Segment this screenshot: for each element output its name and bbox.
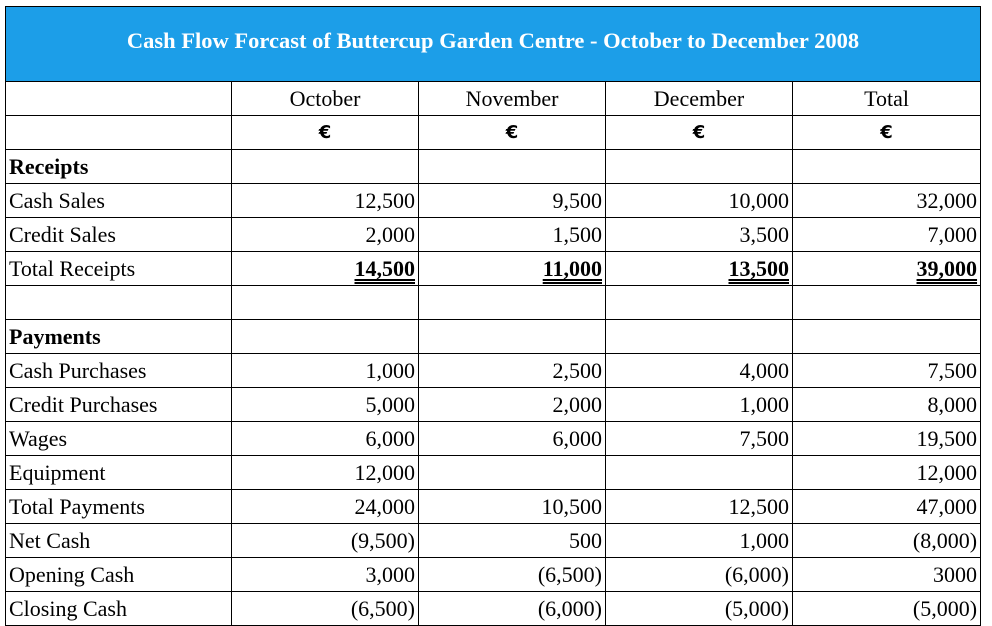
empty-cell — [606, 320, 793, 354]
row-label: Credit Purchases — [6, 388, 232, 422]
value-cell: 9,500 — [419, 184, 606, 218]
value-cell: 500 — [419, 524, 606, 558]
spacer-row — [6, 286, 981, 320]
empty-cell — [6, 286, 232, 320]
currency-symbol: € — [606, 116, 793, 150]
empty-cell — [793, 286, 981, 320]
value-cell: 7,500 — [793, 354, 981, 388]
currency-symbol: € — [419, 116, 606, 150]
value-cell: (6,500) — [419, 558, 606, 592]
value-cell: 19,500 — [793, 422, 981, 456]
table-row — [6, 592, 981, 626]
value-cell: (6,000) — [419, 592, 606, 626]
value-cell: 12,000 — [232, 456, 419, 490]
table-row — [6, 184, 981, 218]
row-label: Total Receipts — [6, 252, 232, 286]
value-cell: 12,000 — [793, 456, 981, 490]
empty-cell — [6, 82, 232, 116]
row-label: Opening Cash — [6, 558, 232, 592]
title-row — [6, 7, 981, 82]
empty-cell — [232, 320, 419, 354]
table-row — [6, 354, 981, 388]
value-cell: 10,500 — [419, 490, 606, 524]
row-label: Net Cash — [6, 524, 232, 558]
row-label: Wages — [6, 422, 232, 456]
total-value: 11,000 — [542, 256, 602, 281]
column-header-november: November — [419, 82, 606, 116]
row-label: Total Payments — [6, 490, 232, 524]
section-header-payments: Payments — [6, 320, 232, 354]
table-row — [6, 388, 981, 422]
value-cell: 32,000 — [793, 184, 981, 218]
value-cell: (6,000) — [606, 558, 793, 592]
cash-flow-table — [5, 6, 981, 626]
empty-cell — [6, 116, 232, 150]
section-row-receipts — [6, 150, 981, 184]
total-value-cell — [232, 252, 419, 286]
value-cell: 1,000 — [606, 388, 793, 422]
table-row — [6, 524, 981, 558]
total-value: 14,500 — [354, 256, 415, 281]
value-cell: 7,000 — [793, 218, 981, 252]
value-cell: 6,000 — [232, 422, 419, 456]
value-cell: 3000 — [793, 558, 981, 592]
spreadsheet — [5, 6, 980, 626]
column-header-october: October — [232, 82, 419, 116]
total-value: 13,500 — [728, 256, 789, 281]
value-cell: 5,000 — [232, 388, 419, 422]
total-value-cell — [793, 252, 981, 286]
value-cell: (8,000) — [793, 524, 981, 558]
total-receipts-row — [6, 252, 981, 286]
row-label: Equipment — [6, 456, 232, 490]
value-cell: 1,000 — [606, 524, 793, 558]
empty-cell — [419, 150, 606, 184]
total-value: 39,000 — [916, 256, 978, 281]
value-cell — [606, 456, 793, 490]
empty-cell — [606, 150, 793, 184]
currency-row — [6, 116, 981, 150]
value-cell: 10,000 — [606, 184, 793, 218]
value-cell — [419, 456, 606, 490]
empty-cell — [606, 286, 793, 320]
table-title: Cash Flow Forcast of Buttercup Garden Centre - October to December 2008 — [6, 7, 981, 82]
value-cell: 3,500 — [606, 218, 793, 252]
value-cell: 24,000 — [232, 490, 419, 524]
currency-symbol: € — [232, 116, 419, 150]
row-label: Credit Sales — [6, 218, 232, 252]
value-cell: 6,000 — [419, 422, 606, 456]
table-row — [6, 490, 981, 524]
value-cell: 12,500 — [232, 184, 419, 218]
value-cell: (5,000) — [793, 592, 981, 626]
empty-cell — [232, 286, 419, 320]
value-cell: 7,500 — [606, 422, 793, 456]
section-header-receipts: Receipts — [6, 150, 232, 184]
value-cell: 3,000 — [232, 558, 419, 592]
empty-cell — [793, 150, 981, 184]
value-cell: 1,000 — [232, 354, 419, 388]
row-label: Cash Sales — [6, 184, 232, 218]
value-cell: 4,000 — [606, 354, 793, 388]
column-header-december: December — [606, 82, 793, 116]
column-header-row — [6, 82, 981, 116]
value-cell: 8,000 — [793, 388, 981, 422]
row-label: Cash Purchases — [6, 354, 232, 388]
table-row — [6, 558, 981, 592]
total-value-cell — [606, 252, 793, 286]
value-cell: (6,500) — [232, 592, 419, 626]
value-cell: 1,500 — [419, 218, 606, 252]
section-row-payments — [6, 320, 981, 354]
currency-symbol: € — [793, 116, 981, 150]
empty-cell — [419, 286, 606, 320]
value-cell: 47,000 — [793, 490, 981, 524]
empty-cell — [419, 320, 606, 354]
empty-cell — [232, 150, 419, 184]
column-header-total: Total — [793, 82, 981, 116]
empty-cell — [793, 320, 981, 354]
value-cell: (5,000) — [606, 592, 793, 626]
value-cell: 2,000 — [419, 388, 606, 422]
value-cell: (9,500) — [232, 524, 419, 558]
row-label: Closing Cash — [6, 592, 232, 626]
value-cell: 12,500 — [606, 490, 793, 524]
table-row — [6, 218, 981, 252]
value-cell: 2,500 — [419, 354, 606, 388]
table-row — [6, 456, 981, 490]
value-cell: 2,000 — [232, 218, 419, 252]
total-value-cell — [419, 252, 606, 286]
table-row — [6, 422, 981, 456]
